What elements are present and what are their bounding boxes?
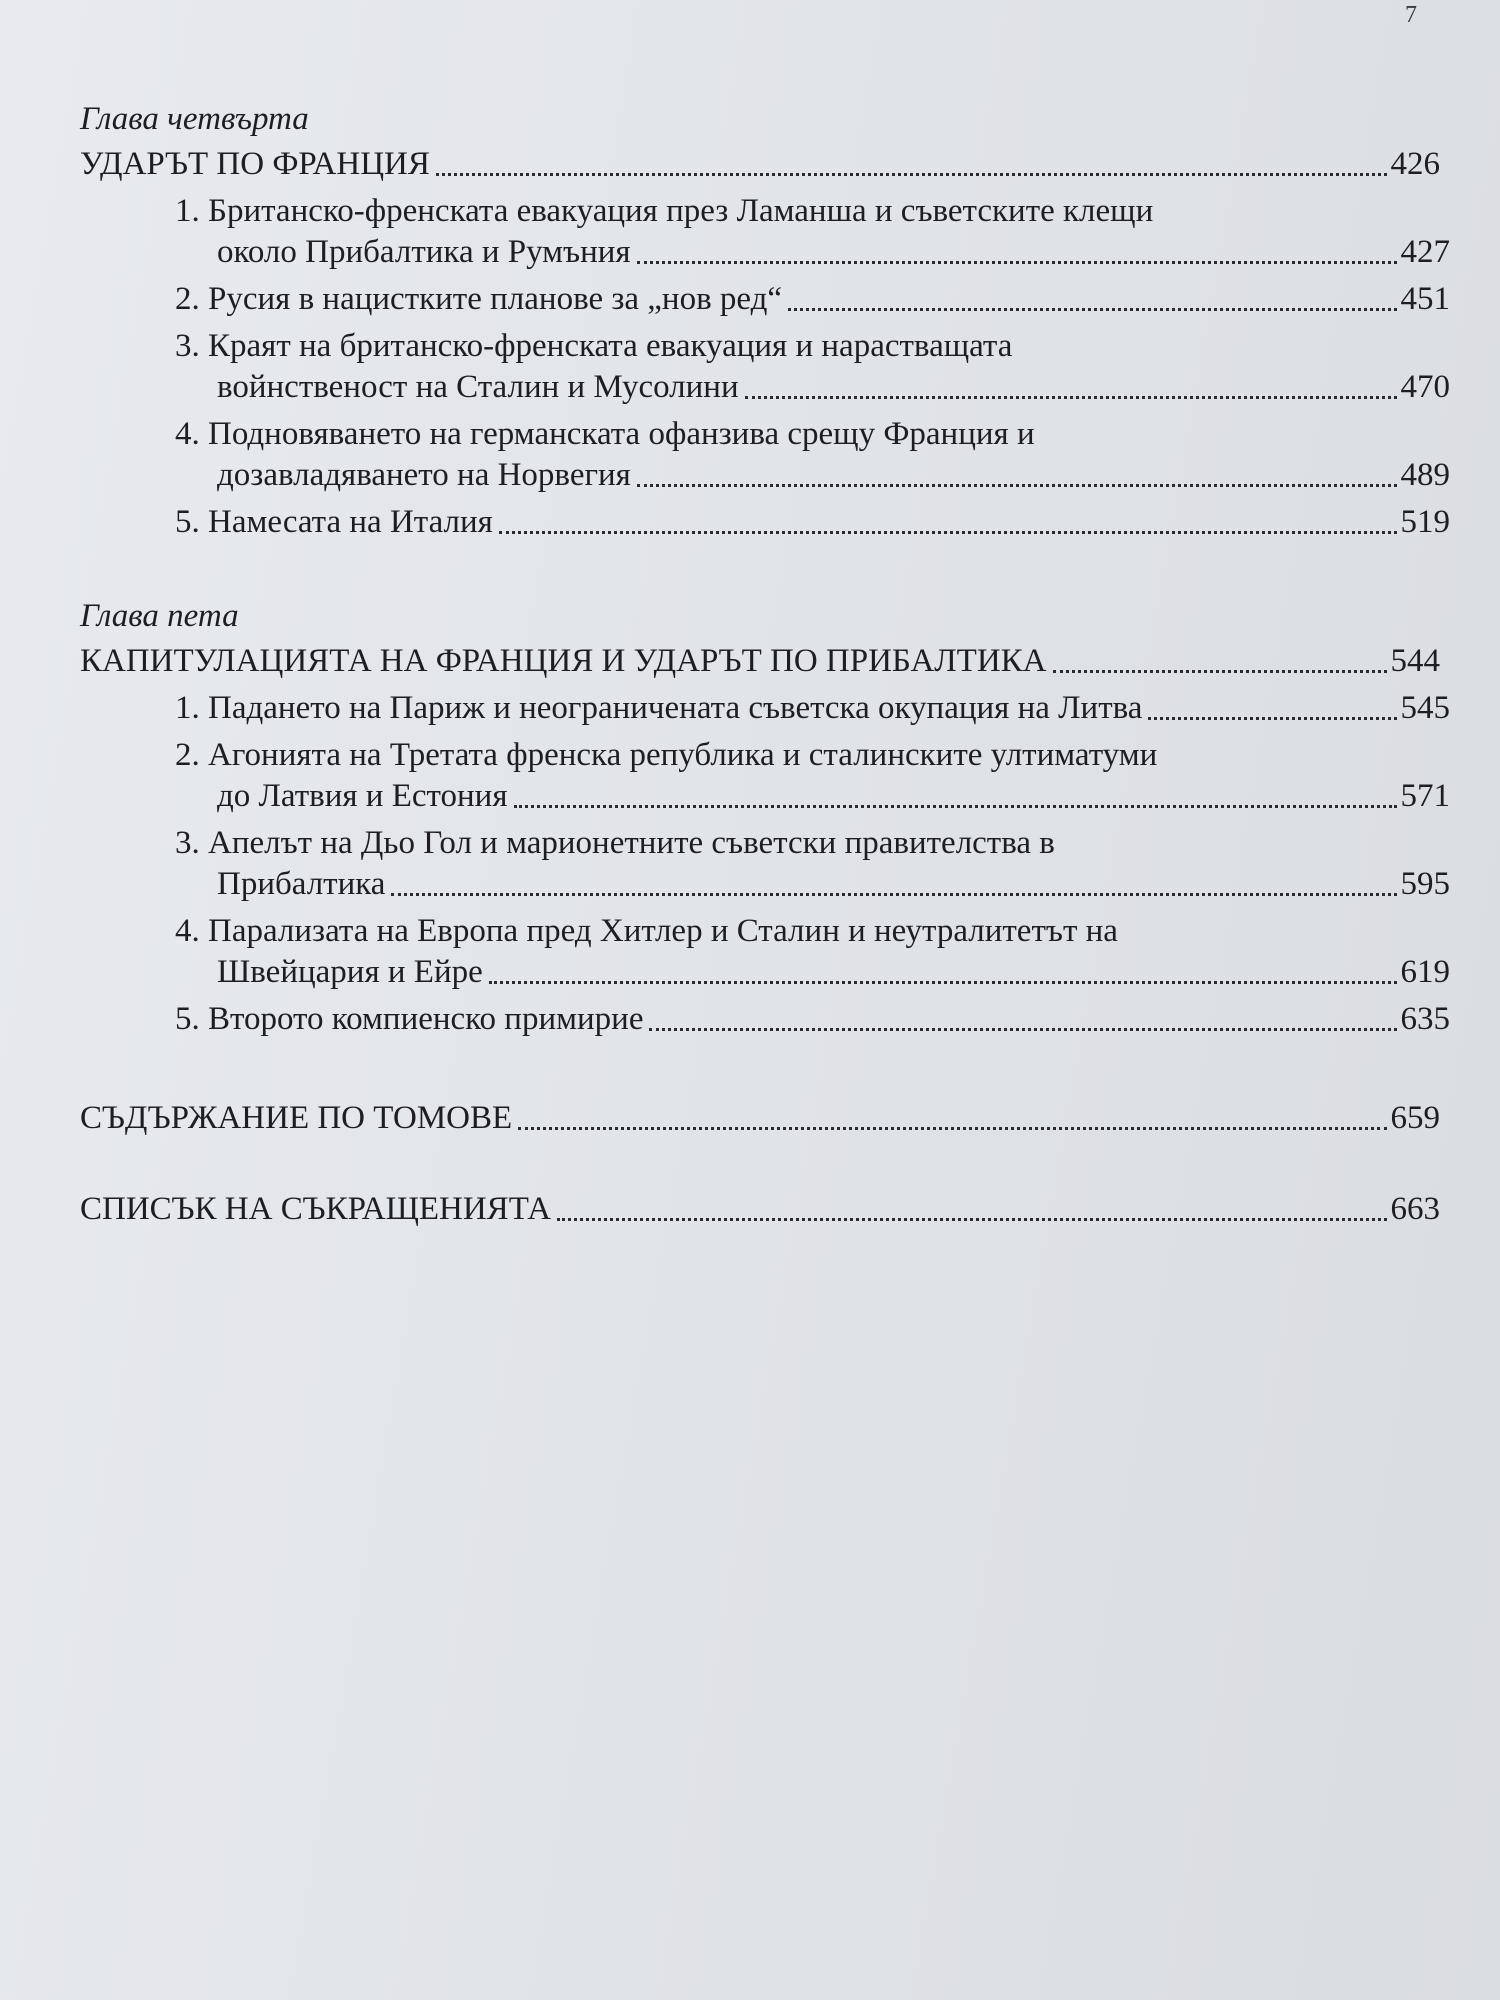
chapter-title: КАПИТУЛАЦИЯТА НА ФРАНЦИЯ И УДАРЪТ ПО ПРИБАЛТИКА (80, 643, 1047, 679)
page-ref: 545 (1400, 690, 1450, 726)
dot-leader (637, 483, 1397, 487)
section-title: 5. Намесата на Италия (175, 504, 493, 540)
section-title-cont: войнственост на Сталин и Мусолини (217, 369, 739, 405)
page-ref: 663 (1390, 1191, 1440, 1227)
section-continuation (175, 776, 1450, 817)
backmatter-title: СПИСЪК НА СЪКРАЩЕНИЯТА (80, 1191, 552, 1227)
section-title-cont: до Латвия и Естония (217, 778, 508, 814)
section-entry (175, 279, 1450, 320)
section-line (175, 502, 1450, 543)
dot-leader (1148, 716, 1396, 720)
page-ref: 571 (1400, 778, 1450, 814)
section-continuation (175, 455, 1450, 496)
chapter-label: Глава пета (80, 598, 239, 634)
section-continuation (175, 864, 1450, 905)
section-continuation (175, 367, 1450, 408)
section-entry (175, 735, 1450, 817)
page-ref: 544 (1390, 643, 1440, 679)
dot-leader (518, 1126, 1386, 1130)
page-ref: 519 (1400, 504, 1450, 540)
section-title: 2. Агонията на Третата френска република и сталинските ултиматуми (175, 737, 1158, 773)
section-entry (175, 999, 1450, 1040)
section-title: 3. Краят на британско-френската евакуация и нарастващата (175, 328, 1013, 364)
backmatter-entry (80, 1189, 1440, 1230)
section-title: 4. Подновяването на германската офанзива срещу Франция и (175, 416, 1035, 452)
dot-leader (499, 530, 1397, 534)
chapter-title-entry (80, 144, 1440, 185)
section-continuation (175, 952, 1450, 993)
section-line (175, 688, 1450, 729)
page-number: 7 (1405, 2, 1417, 28)
section-title-cont: Швейцария и Ейре (217, 954, 483, 990)
dot-leader (649, 1027, 1396, 1031)
section-title: 4. Парализата на Европа пред Хитлер и Сталин и неутралитетът на (175, 913, 1118, 949)
dot-leader (745, 395, 1397, 399)
dot-leader (436, 172, 1387, 176)
section-entry (175, 191, 1450, 273)
dot-leader (489, 980, 1397, 984)
backmatter-entry (80, 1098, 1440, 1139)
dot-leader (514, 804, 1397, 808)
chapter-title: УДАРЪТ ПО ФРАНЦИЯ (80, 146, 430, 182)
section-entry (175, 823, 1450, 905)
section-entry (175, 688, 1450, 729)
page-ref: 470 (1400, 369, 1450, 405)
page-ref: 619 (1400, 954, 1450, 990)
section-title: 1. Падането на Париж и неограничената съветска окупация на Литва (175, 690, 1143, 726)
page-ref: 451 (1400, 281, 1450, 317)
section-title-cont: около Прибалтика и Румъния (217, 234, 631, 270)
page-ref: 489 (1400, 457, 1450, 493)
section-title-cont: дозавладяването на Норвегия (217, 457, 631, 493)
page-ref: 426 (1390, 146, 1440, 182)
chapter-title-entry (80, 641, 1440, 682)
section-title: 3. Апелът на Дьо Гол и марионетните съветски правителства в (175, 825, 1055, 861)
section-title: 5. Второто компиенско примирие (175, 1001, 644, 1037)
section-entry (175, 326, 1450, 408)
dot-leader (1053, 669, 1387, 673)
section-title: 2. Русия в нацистките планове за „нов ред“ (175, 281, 783, 317)
page-ref: 635 (1400, 1001, 1450, 1037)
section-title: 1. Британско-френската евакуация през Ламанша и съветските клещи (175, 193, 1154, 229)
section-entry (175, 502, 1450, 543)
page-ref: 595 (1400, 866, 1450, 902)
backmatter-title: СЪДЪРЖАНИЕ ПО ТОМОВЕ (80, 1100, 513, 1136)
table-of-contents (80, 98, 1450, 1230)
chapter-label: Глава четвърта (80, 101, 309, 137)
dot-leader (391, 892, 1396, 896)
dot-leader (637, 260, 1397, 264)
section-entry (175, 414, 1450, 496)
section-entry (175, 911, 1450, 993)
section-line (175, 279, 1450, 320)
dot-leader (557, 1217, 1386, 1221)
section-title-cont: Прибалтика (217, 866, 386, 902)
section-continuation (175, 232, 1450, 273)
section-line (175, 999, 1450, 1040)
page-ref: 427 (1400, 234, 1450, 270)
dot-leader (788, 307, 1396, 311)
page-ref: 659 (1390, 1100, 1440, 1136)
